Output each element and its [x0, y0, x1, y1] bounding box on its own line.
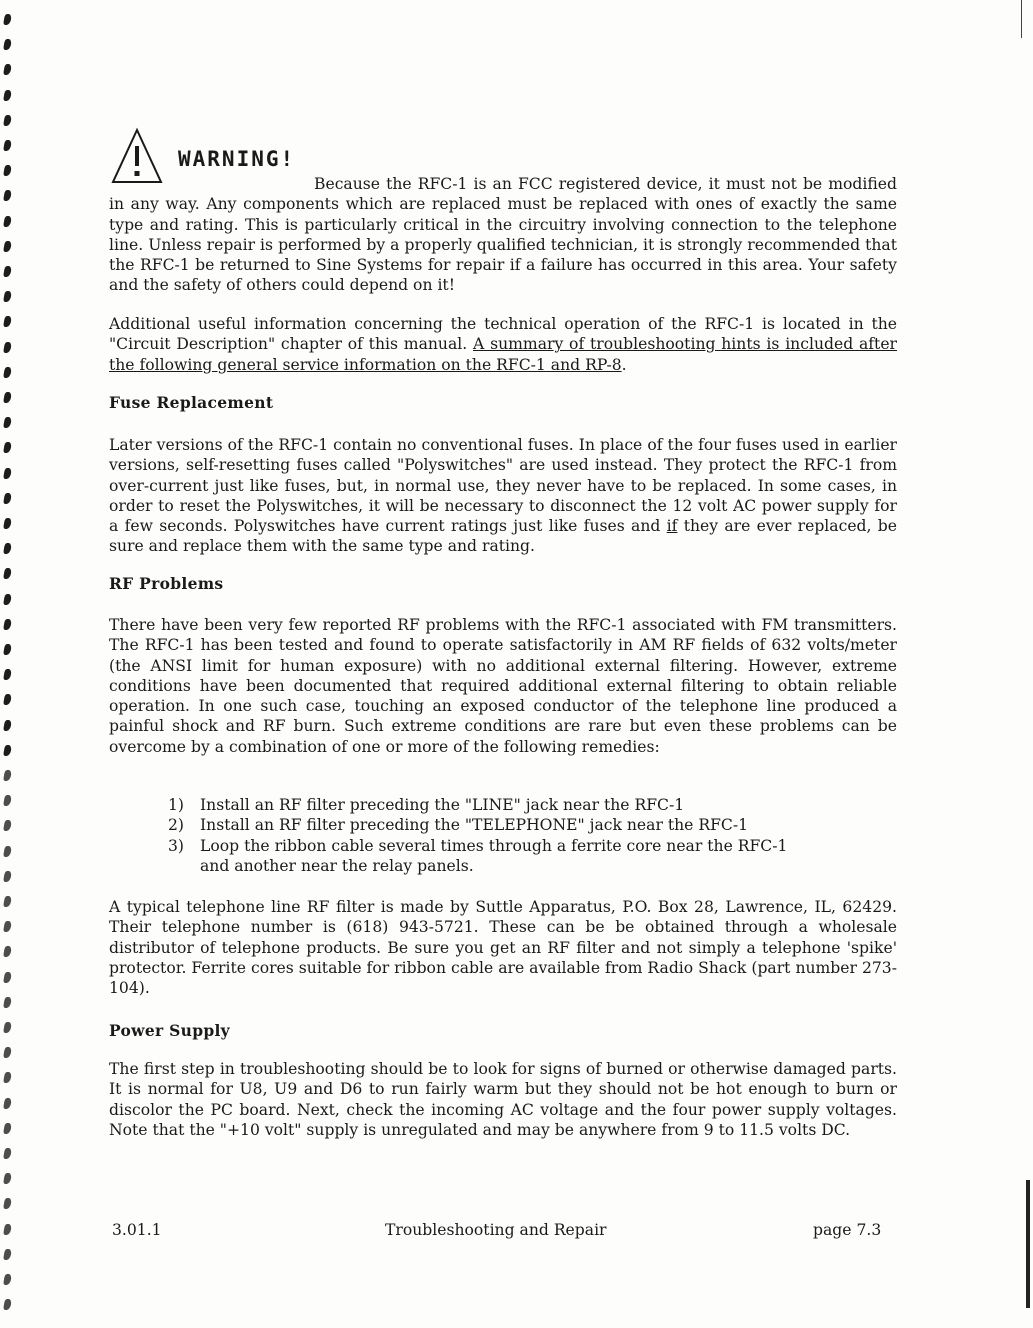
binding-hole	[3, 669, 12, 680]
list-item	[168, 836, 868, 877]
binding-hole	[3, 820, 12, 831]
binding-hole	[3, 216, 12, 227]
binding-hole	[3, 745, 12, 756]
list-item-number: 2)	[168, 816, 185, 835]
binding-hole	[3, 1274, 12, 1285]
binding-holes	[0, 0, 26, 1328]
binding-hole	[3, 266, 12, 277]
scan-edge-line	[1021, 0, 1022, 38]
binding-hole	[3, 518, 12, 529]
list-item-number: 1)	[168, 796, 185, 814]
footer-page-number: page 7.3	[813, 1221, 882, 1239]
binding-hole	[3, 342, 12, 353]
binding-hole	[3, 1198, 12, 1209]
fuse-heading: Fuse Replacement	[109, 393, 274, 412]
binding-hole	[3, 165, 12, 176]
binding-hole	[3, 770, 12, 781]
list-item-text	[200, 836, 868, 877]
fuse-underlined-if: if	[666, 517, 678, 536]
warning-paragraph: Because the RFC-1 is an FCC registered device, it must not be modified in any way. Any components which are replaced must be replaced with ones of exactly the same type and rating. This is particularly critical in the circuitry involving connection to the telephone line. Unless repair is performed by a properly qualified technician, it is strongly recommended that the RFC-1 be returned to Sine Systems for repair if a failure has occurred in this area. Your safety and the safety of others could depend on it!	[109, 175, 897, 295]
list-item	[168, 795, 868, 815]
scan-edge-mark	[1026, 1180, 1030, 1308]
binding-hole	[3, 921, 12, 932]
binding-hole	[3, 442, 12, 453]
rf-heading: RF Problems	[109, 574, 224, 593]
binding-hole	[3, 39, 12, 50]
binding-hole	[3, 997, 12, 1008]
fuse-paragraph	[109, 435, 897, 557]
list-item-number: 3)	[168, 836, 185, 855]
remedies-list	[168, 795, 868, 876]
list-item	[168, 815, 868, 835]
binding-hole	[3, 241, 12, 252]
binding-hole	[3, 972, 12, 983]
fuse-tail: they are ever replaced, be sure and replace them with the same type and rating.	[109, 517, 897, 556]
binding-hole	[3, 846, 12, 857]
intro-text: Additional useful information concerning the technical operation of the RFC-1 is located in the "Circuit Description" chapter of this manual.	[109, 315, 897, 354]
binding-hole	[3, 871, 12, 882]
binding-hole	[3, 417, 12, 428]
binding-hole	[3, 493, 12, 504]
binding-hole	[3, 367, 12, 378]
binding-hole	[3, 291, 12, 302]
list-item-text: Install an RF filter preceding the "TELEPHONE" jack near the RFC-1	[200, 816, 749, 835]
binding-hole	[3, 1224, 12, 1235]
intro-period: .	[621, 355, 627, 374]
binding-hole	[3, 1047, 12, 1058]
binding-hole	[3, 795, 12, 806]
binding-hole	[3, 568, 12, 579]
binding-hole	[3, 1072, 12, 1083]
binding-hole	[3, 619, 12, 630]
binding-hole	[3, 190, 12, 201]
binding-hole	[3, 644, 12, 655]
binding-hole	[3, 90, 12, 101]
binding-hole	[3, 1098, 12, 1109]
intro-underlined-text: A summary of troubleshooting hints is included after the following general service information on the RFC-1 and RP-8	[109, 335, 897, 374]
binding-hole	[3, 392, 12, 403]
power-heading: Power Supply	[109, 1021, 230, 1040]
binding-hole	[3, 1299, 12, 1310]
list-item-line1: Loop the ribbon cable several times through a ferrite core near the RFC-1	[200, 836, 788, 855]
binding-hole	[3, 1123, 12, 1134]
binding-hole	[3, 594, 12, 605]
rf-paragraph: There have been very few reported RF problems with the RFC-1 associated with FM transmitters. The RFC-1 has been tested and found to operate satisfactorily in AM RF fields of 632 volts/meter (the ANSI limit for human exposure) with no additional external filtering. However, extreme conditions have been documented that required additional external filtering to obtain reliable operation. In one such case, touching an exposed conductor of the telephone line produced a painful shock and RF burn. Such extreme conditions are rare but even these problems can be overcome by a combination of one or more of the following remedies:	[109, 616, 897, 756]
footer-section-title: Troubleshooting and Repair	[385, 1221, 607, 1239]
binding-hole	[3, 543, 12, 554]
binding-hole	[3, 115, 12, 126]
binding-hole	[3, 1173, 12, 1184]
rf-filter-paragraph: A typical telephone line RF filter is made by Suttle Apparatus, P.O. Box 28, Lawrence, IL, 62429. Their telephone number is (618) 943-5721. These can be be obtained through a wholesale distributor of telephone products. Be sure you get an RF filter and not simply a telephone 'spike' protector. Ferrite cores suitable for ribbon cable are available from Radio Shack (part number 273-104).	[109, 898, 897, 998]
binding-hole	[3, 14, 12, 25]
power-paragraph: The first step in troubleshooting should be to look for signs of burned or otherwise damaged parts. It is normal for U8, U9 and D6 to run fairly warm but they should not be hot enough to burn or discolor the PC board. Next, check the incoming AC voltage and the four power supply voltages. Note that the "+10 volt" supply is unregulated and may be anywhere from 9 to 11.5 volts DC.	[109, 1060, 897, 1139]
warning-title: WARNING!	[178, 147, 296, 171]
binding-hole	[3, 1022, 12, 1033]
binding-hole	[3, 468, 12, 479]
binding-hole	[3, 64, 12, 75]
list-item-text: Install an RF filter preceding the "LINE" jack near the RFC-1	[200, 796, 685, 814]
binding-hole	[3, 896, 12, 907]
binding-hole	[3, 140, 12, 151]
binding-hole	[3, 1148, 12, 1159]
footer-version: 3.01.1	[112, 1221, 162, 1239]
binding-hole	[3, 694, 12, 705]
binding-hole	[3, 1249, 12, 1260]
fuse-text: Later versions of the RFC-1 contain no conventional fuses. In place of the four fuses used in earlier versions, self-resetting fuses called "Polyswitches" are used instead. They protect the RFC-1 from over-current just like fuses, but, in normal use, they never have to be replaced. In some cases, in order to reset the Polyswitches, it will be necessary to disconnect the 12 volt AC power supply for a few seconds. Polyswitches have current ratings just like fuses and	[109, 436, 897, 536]
intro-paragraph	[109, 314, 897, 375]
binding-hole	[3, 720, 12, 731]
binding-hole	[3, 316, 12, 327]
list-item-line2: and another near the relay panels.	[200, 856, 474, 875]
binding-hole	[3, 946, 12, 957]
